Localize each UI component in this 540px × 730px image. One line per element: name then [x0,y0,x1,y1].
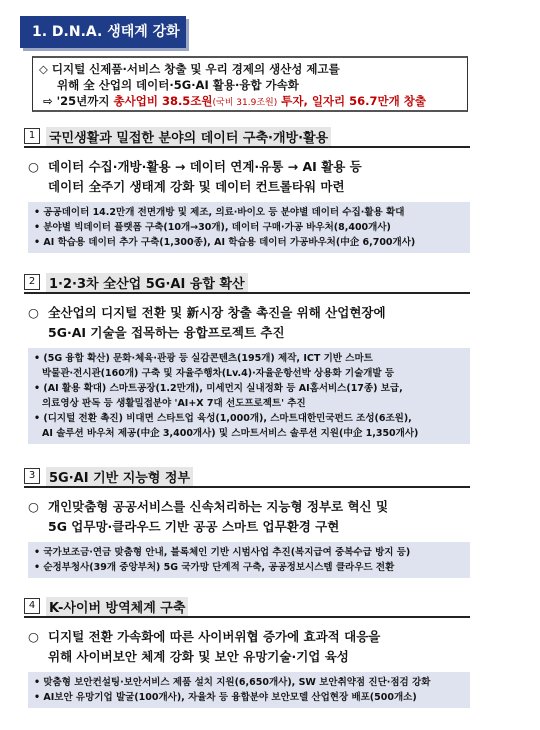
section-2-main: ○ 全산업의 디지털 전환 및 新시장 창출 촉진을 위해 산업현장에 5G·AI 기술을 접목하는 융합프로젝트 추진 [28,303,474,343]
summary-box [32,56,468,112]
section-1-details [28,202,470,253]
section-1-heading [24,126,470,148]
section-2-number: 2 [24,274,40,290]
section-2-details [28,348,470,444]
section-1-main: ○ 데이터 수집·개방·활용 → 데이터 연계·유통 → AI 활용 등 데이터 全주기 생태계 강화 및 데이터 컨트롤타워 마련 [28,157,474,197]
section-1-main-line-2: 데이터 全주기 생태계 강화 및 데이터 컨트롤타워 마련 [48,179,345,194]
summary-total-budget: 총사업비 38.5조원 [113,94,213,108]
section-title: 1. D.N.A. 생태계 강화 [20,16,186,48]
section-4-heading-text: K-사이버 방역체계 구축 [46,597,188,616]
section-4-main-line-1: 디지털 전환 가속화에 따른 사이버위협 증가에 효과적 대응을 [48,629,381,644]
section-1-number: 1 [24,128,40,144]
section-2-detail-2: • (AI 활용 확대) 스마트공장(1.2만개), 미세먼지 실내정화 등 AI홈서비스(17종) 보급, [34,383,403,394]
section-1-heading-text: 국민생활과 밀접한 분야의 데이터 구축·개방·활용 [46,127,331,146]
section-2-main-line-1: 全산업의 디지털 전환 및 新시장 창출 촉진을 위해 산업현장에 [48,305,386,320]
section-4-heading [24,596,470,618]
section-4-number: 4 [24,598,40,614]
section-3-detail-2: • 순정부청사(39개 중앙부처) 5G 국가망 단계적 구축, 공공정보시스템 클라우드 전환 [34,562,395,573]
section-3-details [28,542,470,578]
summary-arrow-text: ⇨ '25년까지 [43,94,114,108]
section-1-detail-1: • 공공데이터 14.2만개 전면개방 및 제조, 의료·바이오 등 분야별 데이터 수집·활용 확대 [34,207,405,218]
section-3-main-line-1: 개인맞춤형 공공서비스를 신속처리하는 지능형 정부로 혁신 및 [48,499,389,514]
section-2-main-line-2: 5G·AI 기술을 접목하는 융합프로젝트 추진 [48,325,285,340]
section-4-details [28,672,470,708]
section-2-detail-3-cont: AI 솔루션 바우처 제공(中企 3,400개사) 및 스마트서비스 솔루션 지원(中企 1,350개사) [42,428,419,439]
section-2-heading-text: 1·2·3차 全산업 5G·AI 융합 확산 [46,273,248,292]
section-4-main: ○ 디지털 전환 가속화에 따른 사이버위협 증가에 효과적 대응을 위해 사이버보안 체계 강화 및 보안 유망기술·기업 육성 [28,627,474,667]
section-3-heading [24,466,470,488]
section-1-detail-3: • AI 학습용 데이터 추가 구축(1,300종), AI 학습용 데이터 가공바우처(中企 6,700개사) [34,237,416,248]
summary-gov-budget: (국비 31.9조원) [212,98,278,108]
section-4-detail-1: • 맞춤형 보안컨설팅·보안서비스 제품 설치 지원(6,650개사), SW 보안취약점 진단·점검 강화 [34,677,431,688]
section-4-detail-2: • AI보안 유망기업 발굴(100개사), 자율차 등 융합분야 보안모델 산업현장 배포(500개소) [34,692,417,703]
section-2-detail-3: • (디지털 전환 촉진) 비대면 스타트업 육성(1,000개), 스마트대한민국펀드 조성(6조원), [34,413,412,424]
section-1-detail-2: • 분야별 빅데이터 플랫폼 구축(10개→30개), 데이터 구매·가공 바우처(8,400개사) [34,222,391,233]
section-3-heading-text: 5G·AI 기반 지능형 정부 [46,467,193,486]
section-3-detail-1: • 국가보조금·연금 맞춤형 안내, 블록체인 기반 시범사업 추진(복지급여 중복수급 방지 등) [34,547,411,558]
section-3-main-line-2: 5G 업무망·클라우드 기반 공공 스마트 업무환경 구현 [48,519,340,534]
section-2-detail-1: • (5G 융합 확산) 문화·체육·관광 등 실감콘텐츠(195개) 제작, ICT 기반 스마트 [34,353,373,364]
section-3-number: 3 [24,468,40,484]
summary-jobs: 투자, 일자리 56.7만개 창출 [277,94,426,108]
summary-line-3 [39,93,461,111]
section-1-main-line-1: 데이터 수집·개방·활용 → 데이터 연계·유통 → AI 활용 등 [48,159,362,174]
summary-line-2: 위해 全 산업의 데이터·5G·AI 활용·융합 가속화 [57,78,299,92]
summary-line-1: ◇ 디지털 신제품·서비스 창출 및 우리 경제의 생산성 제고를 [39,62,340,76]
section-2-heading [24,272,470,294]
section-3-main: ○ 개인맞춤형 공공서비스를 신속처리하는 지능형 정부로 혁신 및 5G 업무망·클라우드 기반 공공 스마트 업무환경 구현 [28,497,474,537]
section-2-detail-2-cont: 의료영상 판독 등 생활밀접분야 'AI+X 7대 선도프로젝트' 추진 [42,398,306,409]
section-2-detail-1-cont: 박물관·전시관(160개) 구축 및 자율주행차(Lv.4)·자율운항선박 상용화 기술개발 등 [42,368,395,379]
section-4-main-line-2: 위해 사이버보안 체계 강화 및 보안 유망기술·기업 육성 [48,649,349,664]
